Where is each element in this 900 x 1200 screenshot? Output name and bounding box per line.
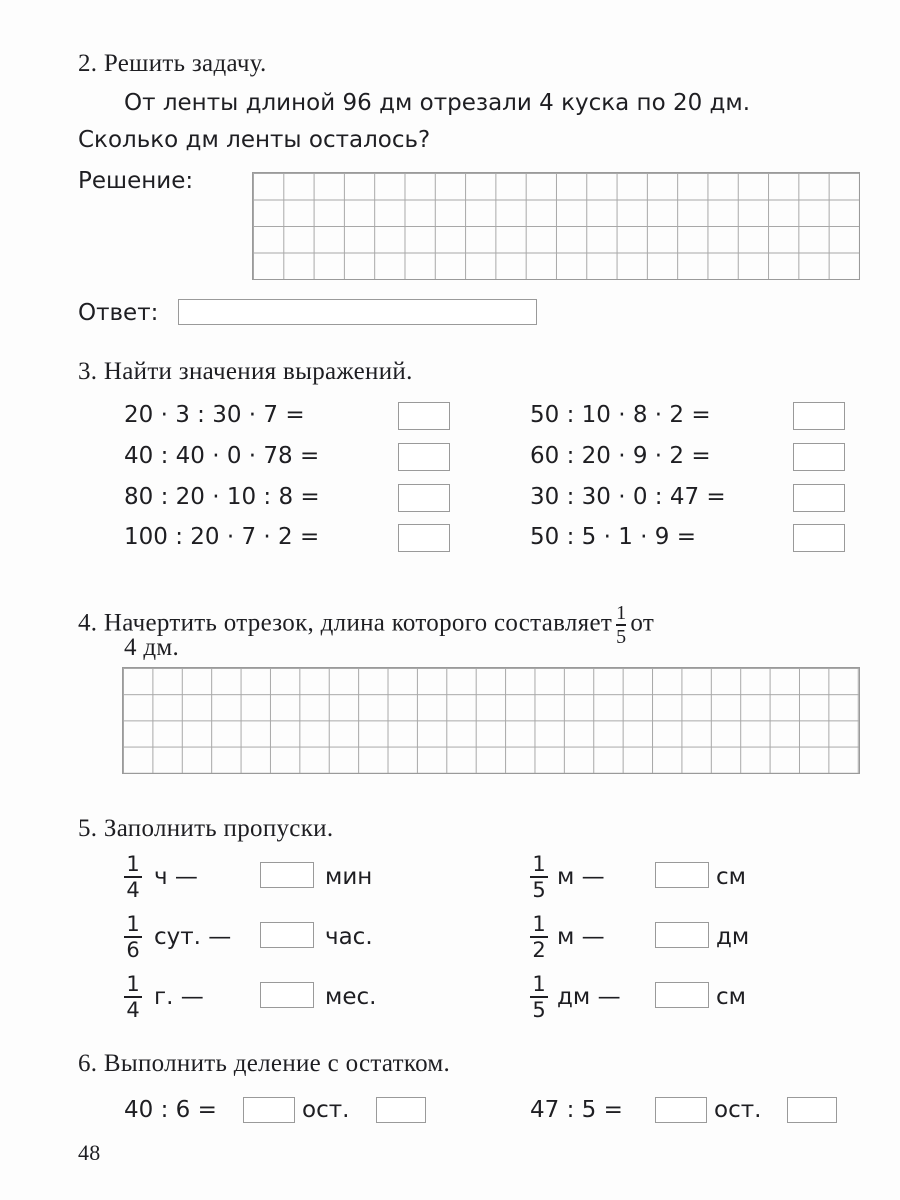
fraction <box>616 602 626 648</box>
fraction <box>124 852 142 902</box>
fraction <box>530 912 548 962</box>
unit-label: м — <box>557 924 605 950</box>
task4-heading-from: от <box>630 609 655 637</box>
fraction-numerator: 1 <box>530 912 548 938</box>
answer-box[interactable] <box>260 922 314 948</box>
unit-label: г. — <box>154 984 204 1010</box>
answer-box[interactable] <box>398 484 450 512</box>
expression: 80 : 20 · 10 : 8 = <box>124 484 320 510</box>
target-unit: см <box>716 984 746 1010</box>
unit-label: сут. — <box>154 924 232 950</box>
fraction-numerator: 1 <box>530 852 548 878</box>
task4-heading-length: 4 дм. <box>124 634 180 661</box>
fraction-denominator: 4 <box>126 998 140 1022</box>
task4-heading-text: 4. Начертить отрезок, длина которого составляет <box>78 609 613 637</box>
remainder-label: ост. <box>302 1097 350 1123</box>
quotient-box[interactable] <box>655 1097 707 1123</box>
target-unit: мес. <box>325 984 377 1010</box>
target-unit: час. <box>325 924 373 950</box>
task2-heading: 2. Решить задачу. <box>78 50 267 77</box>
solution-grid[interactable] <box>252 172 860 280</box>
expression: 100 : 20 · 7 · 2 = <box>124 524 320 550</box>
fraction <box>124 912 142 962</box>
fraction-denominator: 5 <box>616 626 627 648</box>
answer-field[interactable] <box>178 299 537 325</box>
answer-box[interactable] <box>260 862 314 888</box>
expression: 30 : 30 · 0 : 47 = <box>530 484 726 510</box>
expression: 50 : 10 · 8 · 2 = <box>530 402 711 428</box>
fraction-denominator: 5 <box>532 998 546 1022</box>
fraction-numerator: 1 <box>124 912 142 938</box>
expression: 60 : 20 · 9 · 2 = <box>530 443 711 469</box>
drawing-grid[interactable] <box>122 667 860 774</box>
solution-label: Решение: <box>78 168 194 194</box>
target-unit: дм <box>716 924 750 950</box>
remainder-label: ост. <box>714 1097 762 1123</box>
fraction-denominator: 6 <box>126 938 140 962</box>
task5-heading: 5. Заполнить пропуски. <box>78 815 334 842</box>
task3-heading: 3. Найти значения выражений. <box>78 358 413 385</box>
answer-box[interactable] <box>398 443 450 471</box>
fraction-denominator: 5 <box>532 878 546 902</box>
target-unit: мин <box>325 864 373 890</box>
division-expression: 47 : 5 = <box>530 1097 623 1123</box>
remainder-box[interactable] <box>376 1097 426 1123</box>
answer-box[interactable] <box>398 524 450 552</box>
answer-box[interactable] <box>793 524 845 552</box>
answer-box[interactable] <box>655 862 709 888</box>
expression: 20 · 3 : 30 · 7 = <box>124 402 305 428</box>
unit-label: дм — <box>557 984 621 1010</box>
task6-heading: 6. Выполнить деление с остатком. <box>78 1050 451 1077</box>
target-unit: см <box>716 864 746 890</box>
answer-box[interactable] <box>260 982 314 1008</box>
answer-box[interactable] <box>793 402 845 430</box>
answer-box[interactable] <box>793 443 845 471</box>
answer-box[interactable] <box>655 922 709 948</box>
quotient-box[interactable] <box>243 1097 295 1123</box>
fraction-numerator: 1 <box>616 602 627 624</box>
fraction <box>124 972 142 1022</box>
answer-label: Ответ: <box>78 300 159 326</box>
answer-box[interactable] <box>398 402 450 430</box>
task2-text-line2: Сколько дм ленты осталось? <box>78 127 431 153</box>
unit-label: ч — <box>154 864 198 890</box>
fraction-numerator: 1 <box>124 852 142 878</box>
fraction-numerator: 1 <box>124 972 142 998</box>
answer-box[interactable] <box>655 982 709 1008</box>
remainder-box[interactable] <box>787 1097 837 1123</box>
fraction-denominator: 4 <box>126 878 140 902</box>
division-expression: 40 : 6 = <box>124 1097 217 1123</box>
answer-box[interactable] <box>793 484 845 512</box>
page-number: 48 <box>78 1140 101 1165</box>
fraction <box>530 852 548 902</box>
fraction-numerator: 1 <box>530 972 548 998</box>
unit-label: м — <box>557 864 605 890</box>
expression: 50 : 5 · 1 · 9 = <box>530 524 696 550</box>
task2-text-line1: От ленты длиной 96 дм отрезали 4 куска по 20 дм. <box>124 90 751 116</box>
fraction-denominator: 2 <box>532 938 546 962</box>
expression: 40 : 40 · 0 · 78 = <box>124 443 320 469</box>
fraction <box>530 972 548 1022</box>
